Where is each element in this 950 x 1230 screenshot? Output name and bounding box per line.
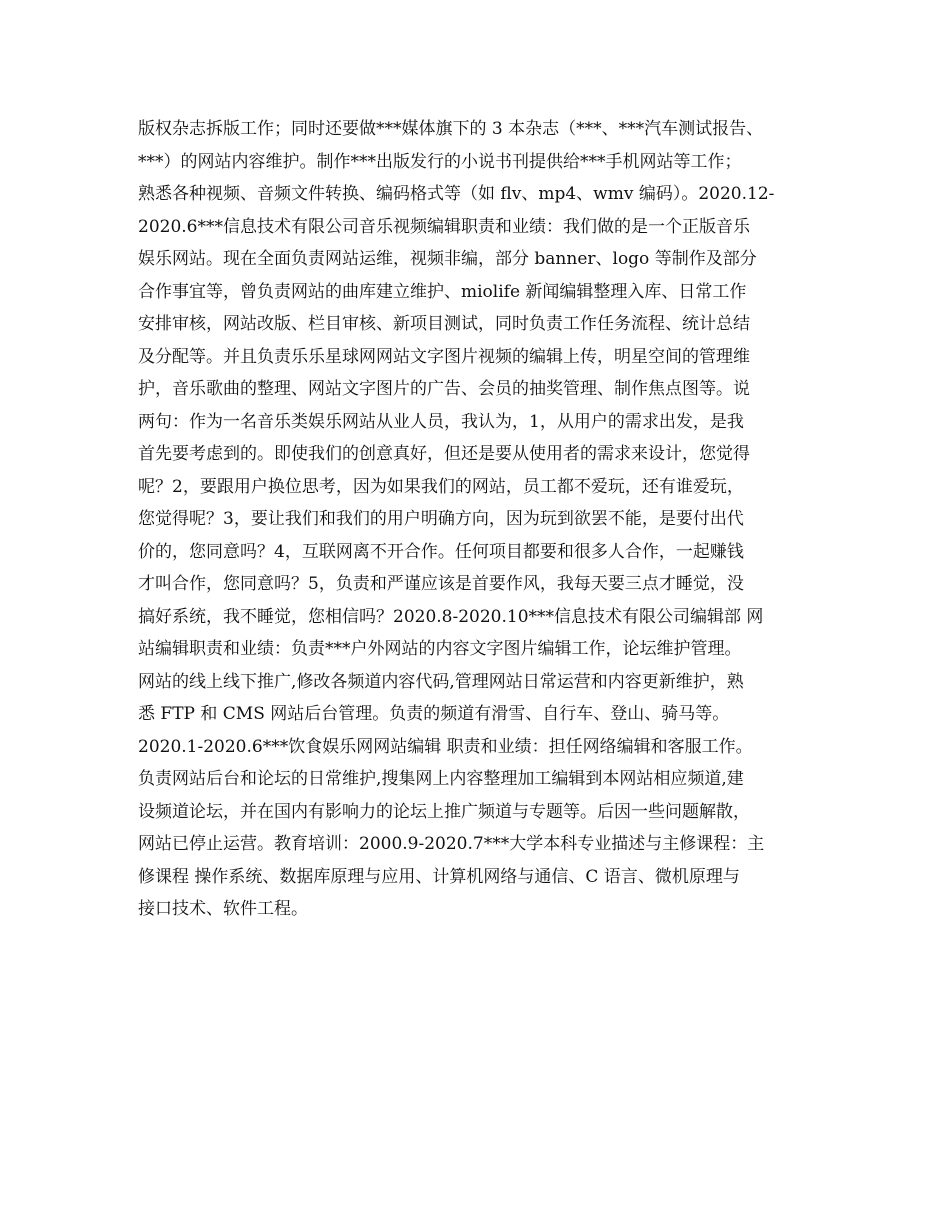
text-line: 呢？2，要跟用户换位思考，因为如果我们的网站，员工都不爱玩，还有谁爱玩， — [138, 476, 744, 497]
text-line: 安排审核，网站改版、栏目审核、新项目测试，同时负责工作任务流程、统计总结 — [138, 314, 750, 334]
text-line: 2020.6***信息技术有限公司音乐视频编辑职责和业绩：我们做的是一个正版音乐 — [138, 216, 750, 237]
text-line: ***）的网站内容维护。制作***出版发行的小说书刊提供给***手机网站等工作； — [138, 151, 742, 172]
text-line: 修课程 操作系统、数据库原理与应用、计算机网络与通信、C 语言、微机原理与 — [138, 866, 740, 887]
text-line: 设频道论坛，并在国内有影响力的论坛上推广频道与专题等。后因一些问题解散， — [138, 801, 750, 822]
text-line: 站编辑职责和业绩：负责***户外网站的内容文字图片编辑工作，论坛维护管理。 — [138, 639, 742, 659]
text-line: 护，音乐歌曲的整理、网站文字图片的广告、会员的抽奖管理、制作焦点图等。说 — [138, 379, 750, 399]
text-line: 接口技术、软件工程。 — [138, 899, 308, 919]
text-line: 您觉得呢？3，要让我们和我们的用户明确方向，因为玩到欲罢不能，是要付出代 — [138, 509, 744, 529]
text-line: 搞好系统，我不睡觉，您相信吗？2020.8-2020.10***信息技术有限公司编辑部 网 — [138, 606, 764, 627]
text-line: 网站已停止运营。教育培训：2000.9-2020.7***大学本科专业描述与主修课程：主 — [138, 834, 765, 854]
text-line: 版权杂志拆版工作；同时还要做***媒体旗下的 3 本杂志（***、***汽车测试报告、 — [138, 119, 764, 139]
text-line: 娱乐网站。现在全面负责网站运维，视频非编，部分 banner、logo 等制作及部分 — [138, 249, 757, 269]
text-line: 2020.1-2020.6***饮食娱乐网网站编辑 职责和业绩：担任网络编辑和客服工作。 — [138, 736, 753, 757]
text-line: 才叫合作，您同意吗？5，负责和严谨应该是首要作风，我每天要三点才睡觉，没 — [138, 574, 744, 594]
text-line: 合作事宜等，曾负责网站的曲库建立维护、miolife 新闻编辑整理入库、日常工作 — [138, 281, 747, 302]
resume-body-text — [138, 113, 814, 926]
text-line: 价的，您同意吗？4，互联网离不开合作。任何项目都要和很多人合作，一起赚钱 — [138, 541, 744, 562]
text-line: 首先要考虑到的。即使我们的创意真好，但还是要从使用者的需求来设计，您觉得 — [138, 444, 750, 464]
text-line: 及分配等。并且负责乐乐星球网网站文字图片视频的编辑上传，明星空间的管理维 — [138, 346, 750, 367]
text-line: 悉 FTP 和 CMS 网站后台管理。负责的频道有滑雪、自行车、登山、骑马等。 — [138, 704, 730, 724]
text-line: 两句：作为一名音乐类娱乐网站从业人员，我认为，1，从用户的需求出发，是我 — [138, 411, 744, 432]
text-line: 负责网站后台和论坛的日常维护,搜集网上内容整理加工编辑到本网站相应频道,建 — [138, 769, 744, 789]
text-line: 网站的线上线下推广,修改各频道内容代码,管理网站日常运营和内容更新维护，熟 — [138, 671, 744, 692]
text-line: 熟悉各种视频、音频文件转换、编码格式等（如 flv、mp4、wmv 编码）。2020.12- — [138, 184, 775, 204]
